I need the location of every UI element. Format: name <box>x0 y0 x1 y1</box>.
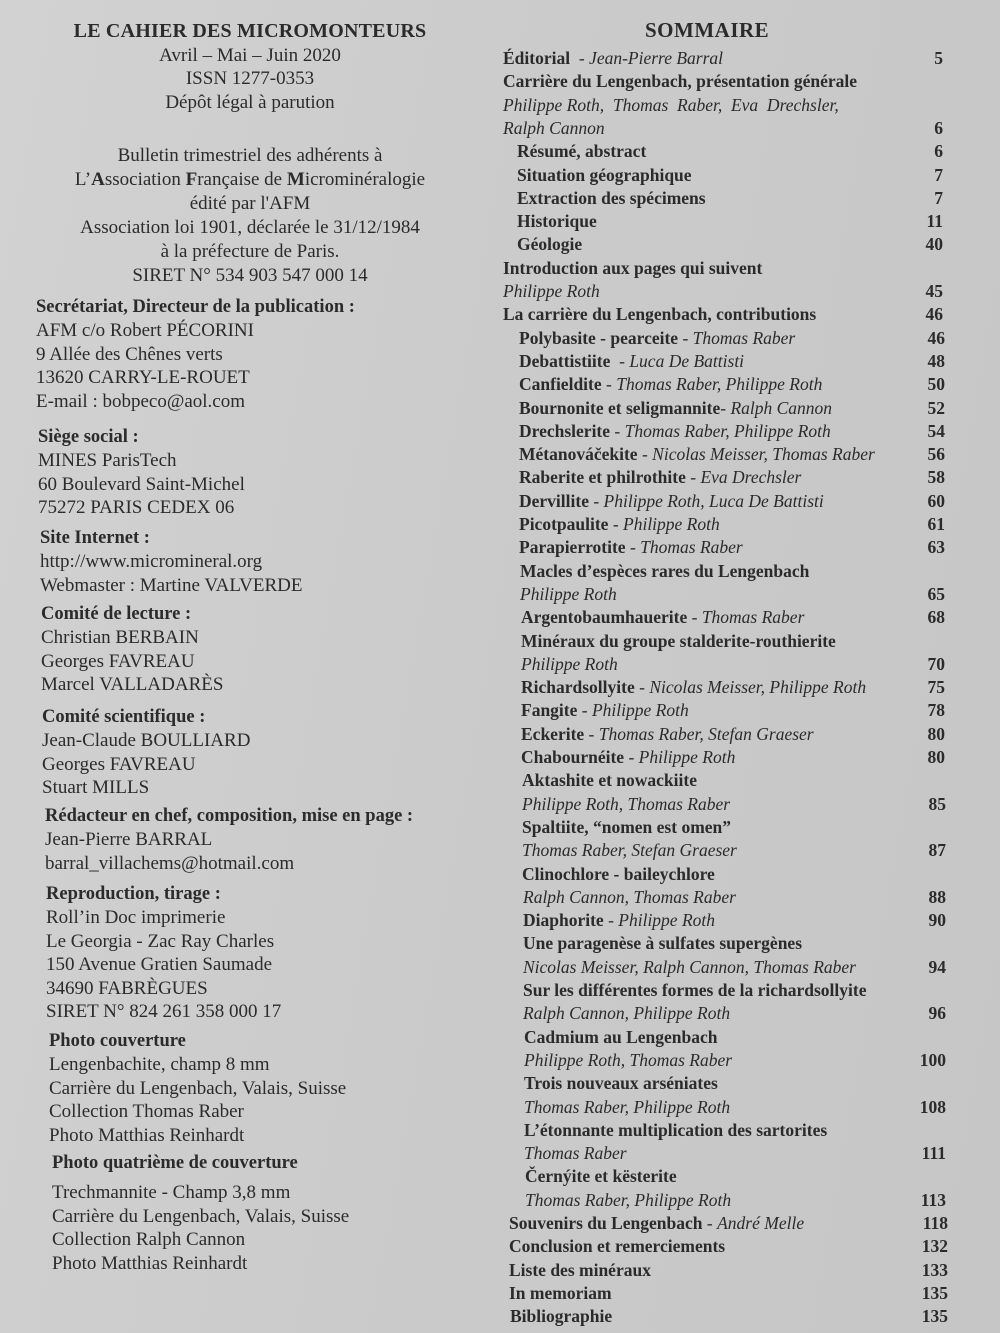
section-line: Georges FAVREAU <box>42 753 196 775</box>
toc-row <box>524 1096 946 1118</box>
toc-author: Thomas Raber, Stefan Graeser <box>598 723 814 744</box>
toc-title: Minéraux du groupe stalderite-routhierite <box>521 630 836 651</box>
credit-section <box>49 1030 489 1147</box>
toc-row <box>519 373 945 395</box>
toc-row <box>521 723 945 745</box>
toc-title: Cadmium au Lengenbach <box>524 1026 718 1047</box>
toc-separator: - <box>678 327 693 348</box>
toc-author: Ralph Cannon, Thomas Raber <box>523 886 736 907</box>
toc-row <box>503 303 943 325</box>
toc-title: Parapierrotite <box>519 537 626 558</box>
toc-title: Trois nouveaux arséniates <box>524 1073 718 1094</box>
toc-title: Géologie <box>517 234 583 255</box>
toc-author: Nicolas Meisser, Ralph Cannon, Thomas Raber <box>523 956 856 977</box>
toc-page-number: 61 <box>927 514 945 534</box>
toc-author: Thomas Raber <box>692 327 796 348</box>
toc-row <box>523 909 946 931</box>
toc-author: Philippe Roth <box>618 910 716 931</box>
section-line: Le Georgia - Zac Ray Charles <box>46 930 275 952</box>
toc-separator: - <box>720 397 731 418</box>
issue-period: Avril – Mai – Juin 2020 <box>159 44 341 66</box>
toc-title: Aktashite et nowackiite <box>522 770 697 791</box>
toc-row <box>523 932 946 954</box>
toc-row <box>519 443 945 465</box>
section-line: http://www.micromineral.org <box>40 551 263 573</box>
toc-page-number: 108 <box>919 1096 946 1117</box>
toc-title: Raberite et philrothite <box>519 467 686 488</box>
section-heading: Reproduction, tirage : <box>46 884 221 904</box>
bulletin-line: Bulletin trimestriel des adhérents à <box>117 145 383 166</box>
toc-title: Une paragenèse à sulfates supergènes <box>523 933 803 954</box>
toc-row <box>523 956 946 978</box>
toc-page-number: 63 <box>927 537 945 558</box>
section-line: barral_villachems@hotmail.com <box>45 852 295 874</box>
toc-row <box>524 1119 946 1141</box>
toc-title: Diaphorite <box>523 910 604 931</box>
toc-page-number: 48 <box>927 350 945 371</box>
toc-row <box>519 350 945 372</box>
toc-title: Picotpaulite <box>519 514 609 534</box>
toc-row <box>522 863 946 885</box>
toc-row <box>523 979 946 1001</box>
toc-page-number: 90 <box>928 910 946 931</box>
bulletin-info <box>20 144 480 288</box>
toc-row <box>517 164 943 186</box>
toc-author: Ralph Cannon <box>730 397 833 418</box>
toc-separator: - <box>634 677 650 698</box>
toc-row <box>509 1212 948 1234</box>
toc-page-number: 135 <box>921 1282 948 1303</box>
toc-row <box>519 513 945 535</box>
toc-title: Fangite <box>521 700 578 721</box>
toc-page-number: 58 <box>927 467 945 488</box>
section-line: SIRET N° 824 261 358 000 17 <box>46 1001 282 1023</box>
association-name: L’Association Française de Microminéralogie <box>74 169 426 190</box>
bulletin-line: édité par l'AFM <box>189 193 311 214</box>
toc-row <box>521 676 945 698</box>
toc-title: Černýite et kësterite <box>525 1166 677 1187</box>
toc-row <box>503 280 943 302</box>
toc-row <box>524 1026 946 1048</box>
toc-row <box>521 746 945 768</box>
toc-page-number: 7 <box>934 164 943 185</box>
toc-separator: - <box>570 48 590 68</box>
credit-section <box>41 603 481 697</box>
toc-page-number: 96 <box>928 1003 946 1024</box>
section-line: Photo Matthias Reinhardt <box>49 1124 245 1146</box>
toc-author: Thomas Raber, Philippe Roth <box>624 420 831 441</box>
section-heading: Secrétariat, Directeur de la publication : <box>36 297 355 317</box>
toc-author: Thomas Raber, Stefan Graeser <box>522 840 737 861</box>
toc-page-number: 6 <box>934 117 943 138</box>
toc-separator: - <box>577 700 592 721</box>
section-line: MINES ParisTech <box>38 450 177 472</box>
toc-title: Clinochlore - baileychlore <box>522 863 715 884</box>
toc-separator: - <box>603 910 619 931</box>
toc-title: Situation géographique <box>517 164 692 185</box>
toc-author: Philippe Roth <box>503 281 600 301</box>
toc-row <box>509 1235 948 1257</box>
toc-page-number: 50 <box>927 374 945 395</box>
credit-section <box>42 706 482 800</box>
toc-page-number: 7 <box>934 187 943 208</box>
toc-separator: - <box>610 350 630 371</box>
toc-page-number: 113 <box>920 1189 946 1210</box>
section-line: Lengenbachite, champ 8 mm <box>49 1054 270 1076</box>
toc-row <box>525 1189 946 1211</box>
toc-page-number: 80 <box>927 723 945 744</box>
toc-title: Extraction des spécimens <box>517 187 706 208</box>
toc-page-number: 46 <box>927 327 945 348</box>
section-line: Jean-Pierre BARRAL <box>45 829 213 851</box>
toc-author: Philippe Roth, Thomas Raber <box>524 1049 733 1070</box>
section-heading: Site Internet : <box>40 528 150 548</box>
journal-title: LE CAHIER DES MICROMONTEURS <box>73 20 427 42</box>
section-line: Jean-Claude BOULLIARD <box>42 730 251 752</box>
section-line: Collection Ralph Cannon <box>52 1229 246 1251</box>
toc-page-number: 65 <box>927 583 945 604</box>
toc-page-number: 54 <box>927 420 945 441</box>
toc-page-number: 135 <box>921 1306 948 1327</box>
toc-page-number: 88 <box>928 886 946 907</box>
toc-separator: - <box>608 514 624 534</box>
toc-title: Richardsollyite <box>521 677 635 698</box>
toc-title: Drechslerite <box>519 420 611 441</box>
toc-author: Thomas Raber <box>524 1143 627 1164</box>
toc-title: Souvenirs du Lengenbach <box>509 1213 703 1233</box>
toc-author: Philippe Roth, Thomas Raber, Eva Drechsler, <box>503 94 839 115</box>
section-line: Stuart MILLS <box>42 777 150 799</box>
toc-separator: - <box>584 723 599 744</box>
section-line: E-mail : bobpeco@aol.com <box>36 390 246 412</box>
toc-title: Eckerite <box>521 723 585 744</box>
toc-row <box>519 466 945 488</box>
toc-title: Canfieldite <box>519 374 602 395</box>
toc-title: La carrière du Lengenbach, contributions <box>503 304 817 325</box>
credit-section <box>38 426 478 520</box>
section-line: 13620 CARRY-LE-ROUET <box>36 367 250 389</box>
toc-title: Conclusion et remerciements <box>509 1236 726 1257</box>
toc-title: Bibliographie <box>510 1306 613 1327</box>
section-heading: Comité de lecture : <box>41 604 192 624</box>
toc-separator: - <box>685 467 701 488</box>
toc-page-number: 133 <box>921 1259 948 1280</box>
toc-row <box>520 560 945 582</box>
toc-separator: - <box>637 444 653 465</box>
section-heading: Rédacteur en chef, composition, mise en page : <box>45 806 414 826</box>
toc-row <box>521 653 945 675</box>
toc-title: Sur les différentes formes de la richardsollyite <box>523 980 867 1000</box>
section-line: Roll’in Doc imprimerie <box>46 907 226 929</box>
toc-row <box>523 886 946 908</box>
credit-section <box>36 296 476 413</box>
toc-author: Philippe Roth <box>623 514 720 534</box>
toc-page-number: 45 <box>925 281 943 301</box>
toc-row <box>522 769 946 791</box>
toc-author: Ralph Cannon, Philippe Roth <box>523 1003 731 1024</box>
section-line: 9 Allée des Chênes verts <box>36 343 223 365</box>
toc-page-number: 46 <box>925 304 943 325</box>
masthead <box>20 20 480 114</box>
toc-title: Debattistiite <box>519 350 611 371</box>
toc-title: Introduction aux pages qui suivent <box>503 257 763 278</box>
section-line: AFM c/o Robert PÉCORINI <box>36 320 254 342</box>
toc-title: Chabournéite <box>521 747 625 767</box>
toc-row <box>519 327 945 349</box>
issn: ISSN 1277-0353 <box>185 68 315 90</box>
section-line: Carrière du Lengenbach, Valais, Suisse <box>52 1205 350 1227</box>
toc-row <box>519 420 945 442</box>
legal-deposit: Dépôt légal à parution <box>165 91 335 113</box>
toc-title: In memoriam <box>509 1282 612 1303</box>
toc-page-number: 56 <box>927 444 945 465</box>
credit-section <box>40 527 480 597</box>
toc-row <box>524 1142 946 1164</box>
toc-row <box>510 1305 948 1327</box>
toc-row <box>503 117 943 139</box>
toc-row <box>517 233 943 255</box>
toc-row <box>522 793 946 815</box>
toc-title: Métanováčekite <box>519 444 638 465</box>
toc-page-number: 68 <box>927 607 945 628</box>
toc-row <box>509 1282 948 1304</box>
toc-author: Ralph Cannon <box>503 117 605 138</box>
toc-separator: - <box>702 1213 718 1233</box>
toc-page-number: 5 <box>934 48 943 68</box>
toc-row <box>503 47 943 69</box>
toc-row <box>503 94 943 116</box>
toc-row <box>520 583 945 605</box>
section-line: Christian BERBAIN <box>41 627 199 649</box>
toc-title: Éditorial <box>503 48 571 68</box>
toc-separator: - <box>624 747 639 767</box>
toc-title: Argentobaumhauerite <box>521 607 688 628</box>
toc-page-number: 132 <box>921 1236 948 1257</box>
toc-page-number: 11 <box>926 211 943 232</box>
toc-page-number: 111 <box>921 1143 946 1164</box>
toc-author: Philippe Roth <box>591 700 689 721</box>
toc-title: Polybasite - pearceite <box>519 327 679 348</box>
section-line: Collection Thomas Raber <box>49 1101 244 1123</box>
toc-author: Thomas Raber, Philippe Roth <box>525 1189 732 1210</box>
section-line: Trechmannite - Champ 3,8 mm <box>52 1182 291 1204</box>
toc-row <box>517 140 943 162</box>
section-line: 150 Avenue Gratien Saumade <box>46 954 272 976</box>
toc-author: Luca De Battisti <box>629 350 745 371</box>
toc-separator: - <box>610 420 625 441</box>
toc-author: Philippe Roth <box>520 583 617 604</box>
toc-author: Jean-Pierre Barral <box>589 48 724 68</box>
toc-page-number: 85 <box>928 793 946 814</box>
toc-title: Macles d’espèces rares du Lengenbach <box>520 560 810 581</box>
toc-separator: - <box>625 537 641 558</box>
toc-author: André Melle <box>717 1213 805 1233</box>
toc-row <box>523 1002 946 1024</box>
toc-title: Spaltiite, “nomen est omen” <box>522 816 732 837</box>
section-line: 60 Boulevard Saint-Michel <box>38 473 245 495</box>
credit-section <box>46 883 486 1023</box>
bulletin-line: à la préfecture de Paris. <box>160 241 340 262</box>
bulletin-line: Association loi 1901, déclarée le 31/12/1984 <box>80 217 420 238</box>
sommaire-title: SOMMAIRE <box>645 18 770 42</box>
toc-page-number: 80 <box>927 747 945 767</box>
toc-page-number: 70 <box>927 653 945 674</box>
section-heading: Comité scientifique : <box>42 707 206 727</box>
toc-row <box>517 187 943 209</box>
toc-row <box>519 536 945 558</box>
toc-page-number: 6 <box>934 141 943 162</box>
toc-title: Carrière du Lengenbach, présentation générale <box>503 71 858 92</box>
section-heading: Photo quatrième de couverture <box>52 1153 298 1173</box>
toc-title: Dervillite <box>519 490 589 511</box>
toc-row <box>525 1165 946 1187</box>
toc-row <box>522 839 946 861</box>
section-line: Marcel VALLADARÈS <box>41 674 224 696</box>
toc-row <box>503 70 943 92</box>
toc-row <box>521 630 945 652</box>
toc-row <box>521 606 945 628</box>
toc-row <box>503 257 943 279</box>
siret: SIRET N° 534 903 547 000 14 <box>132 265 368 286</box>
section-line: Webmaster : Martine VALVERDE <box>40 574 303 596</box>
credit-section <box>45 805 485 875</box>
section-line: Georges FAVREAU <box>41 650 195 672</box>
toc-row <box>519 397 945 419</box>
toc-page-number: 40 <box>925 234 943 255</box>
toc-author: Philippe Roth <box>638 747 736 767</box>
section-line: Photo Matthias Reinhardt <box>52 1252 248 1274</box>
toc-row <box>522 816 946 838</box>
toc-separator: - <box>687 607 702 628</box>
toc-author: Nicolas Meisser, Philippe Roth <box>649 677 867 698</box>
toc-row <box>524 1072 946 1094</box>
toc-title: Bournonite et seligmannite <box>519 397 721 418</box>
toc-row <box>521 699 945 721</box>
toc-author: Thomas Raber, Philippe Roth <box>524 1096 731 1117</box>
toc-page-number: 100 <box>919 1049 946 1070</box>
toc-row <box>524 1049 946 1071</box>
toc-page-number: 118 <box>922 1213 948 1233</box>
toc-page-number: 87 <box>928 840 946 861</box>
toc-title: Résumé, abstract <box>517 141 647 162</box>
toc-author: Thomas Raber, Philippe Roth <box>616 374 823 395</box>
toc-title: Liste des minéraux <box>509 1259 651 1280</box>
toc-title: Historique <box>517 211 597 232</box>
toc-author: Philippe Roth, Luca De Battisti <box>603 490 824 511</box>
toc-page-number: 52 <box>927 397 945 418</box>
toc-author: Nicolas Meisser, Thomas Raber <box>652 444 875 465</box>
section-heading: Siège social : <box>38 427 139 447</box>
toc-page-number: 75 <box>927 677 945 698</box>
section-line: 75272 PARIS CEDEX 06 <box>38 497 235 519</box>
toc-page-number: 60 <box>927 490 945 511</box>
toc-page-number: 78 <box>927 700 945 721</box>
toc-author: Philippe Roth, Thomas Raber <box>522 793 731 814</box>
toc-row <box>519 490 945 512</box>
toc-row <box>517 210 943 232</box>
section-heading: Photo couverture <box>49 1031 186 1051</box>
section-line: Carrière du Lengenbach, Valais, Suisse <box>49 1077 347 1099</box>
toc-author: Thomas Raber <box>701 607 805 628</box>
toc-title: L’étonnante multiplication des sartorites <box>524 1119 828 1140</box>
toc-row <box>509 1259 948 1281</box>
toc-page-number: 94 <box>928 956 946 977</box>
credit-section <box>52 1152 492 1275</box>
toc-author: Philippe Roth <box>521 653 618 674</box>
toc-author: Thomas Raber <box>640 537 743 558</box>
toc-author: Eva Drechsler <box>700 467 802 488</box>
section-line: 34690 FABRÈGUES <box>46 977 208 999</box>
toc-separator: - <box>601 374 617 395</box>
toc-separator: - <box>588 490 604 511</box>
